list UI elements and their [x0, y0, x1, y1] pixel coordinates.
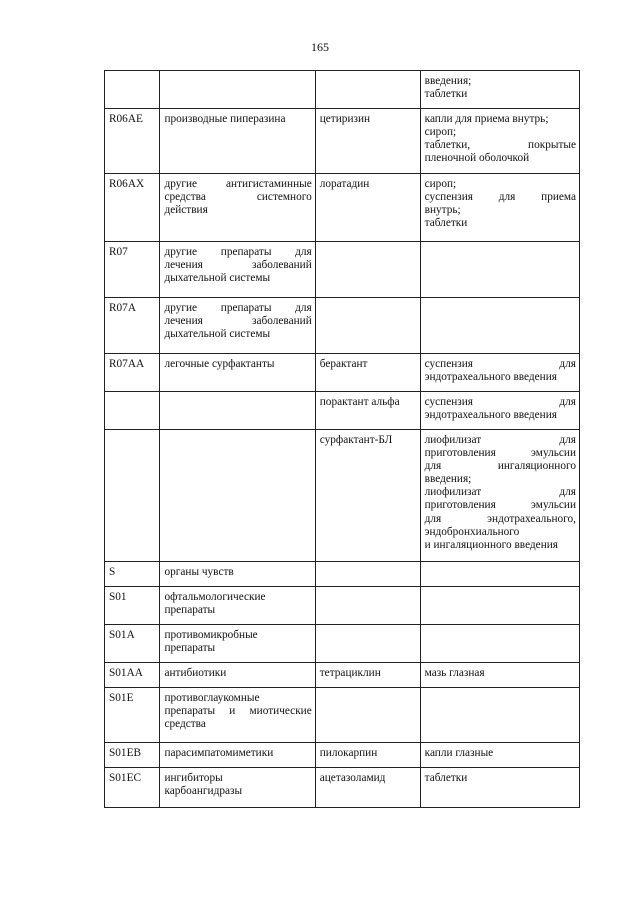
- group-text-line: лечения заболеваний: [164, 315, 312, 328]
- atc-code: S01AA: [109, 667, 143, 679]
- dosage-form-line: суспензия для приема: [424, 191, 576, 204]
- anatomical-therapeutic-group-cell: [160, 392, 315, 430]
- group-text-line: препараты: [164, 604, 216, 617]
- group-text-line: препараты и миотические: [164, 705, 312, 718]
- anatomical-therapeutic-group-cell: [160, 298, 315, 354]
- group-text-line: средства системного: [164, 191, 312, 204]
- atc-code-cell: [105, 663, 160, 688]
- table-row: [105, 298, 580, 354]
- group-text-line: другие препараты для: [164, 302, 312, 314]
- group-text-line: дыхательной системы: [164, 272, 271, 285]
- group-text-line: органы чувств: [164, 566, 234, 578]
- drug-name-cell: [315, 71, 420, 109]
- atc-code-cell: [105, 354, 160, 392]
- group-text-line: антибиотики: [164, 667, 227, 679]
- dosage-form-cell: [420, 663, 579, 688]
- dosage-form-line: мазь глазная: [424, 667, 485, 679]
- atc-code: S01: [109, 591, 127, 603]
- atc-code: S: [109, 566, 116, 578]
- group-text-line: офтальмологические: [164, 591, 266, 603]
- anatomical-therapeutic-group-cell: [160, 71, 315, 109]
- dosage-form-cell: [420, 71, 579, 109]
- atc-code: S01EC: [109, 772, 142, 784]
- group-text-line: противоглаукомные: [164, 692, 260, 704]
- drug-name-cell: [315, 174, 420, 242]
- drug-name: сурфактант-БЛ: [319, 434, 393, 446]
- dosage-form-line: капли для приема внутрь;: [424, 113, 549, 125]
- atc-code: R06AX: [109, 178, 145, 190]
- dosage-form-line: лиофилизат для: [424, 486, 576, 499]
- dosage-form-cell: [420, 688, 579, 743]
- drug-name: цетиризин: [319, 113, 371, 125]
- dosage-form-line: приготовления эмульсии: [424, 499, 576, 512]
- table-row: [105, 392, 580, 430]
- dosage-form-line: сироп;: [424, 126, 457, 139]
- dosage-form-cell: [420, 587, 579, 625]
- group-text-line: лечения заболеваний: [164, 259, 312, 272]
- dosage-form-line: для эндотрахеального,: [424, 512, 576, 525]
- table-body: [105, 71, 580, 808]
- dosage-form-line: для ингаляционного: [424, 460, 576, 473]
- drug-name-cell: [315, 392, 420, 430]
- group-text-line: производные пиперазина: [164, 113, 286, 125]
- dosage-form-line: таблетки: [424, 88, 468, 101]
- atc-code: R07A: [109, 302, 136, 314]
- drug-name-cell: [315, 354, 420, 392]
- group-text-line: другие препараты для: [164, 246, 312, 258]
- group-text-line: дыхательной системы: [164, 328, 271, 341]
- anatomical-therapeutic-group-cell: [160, 109, 315, 174]
- dosage-form-cell: [420, 354, 579, 392]
- table-row: [105, 587, 580, 625]
- dosage-form-cell: [420, 768, 579, 808]
- dosage-form-cell: [420, 625, 579, 663]
- anatomical-therapeutic-group-cell: [160, 354, 315, 392]
- table-row: [105, 242, 580, 298]
- dosage-form-line: внутрь;: [424, 204, 461, 217]
- group-text-line: действия: [164, 204, 208, 217]
- dosage-form-line: таблетки: [424, 772, 468, 784]
- dosage-form-line: приготовления эмульсии: [424, 447, 576, 460]
- atc-code-cell: [105, 625, 160, 663]
- drug-name: пилокарпин: [319, 747, 378, 759]
- drug-name-cell: [315, 242, 420, 298]
- atc-code-cell: [105, 768, 160, 808]
- dosage-form-cell: [420, 242, 579, 298]
- drug-name: ацетазоламид: [319, 772, 386, 784]
- anatomical-therapeutic-group-cell: [160, 242, 315, 298]
- dosage-form-cell: [420, 430, 579, 562]
- dosage-form-line: капли глазные: [424, 747, 494, 759]
- table-row: [105, 688, 580, 743]
- dosage-form-line: суспензия для: [424, 358, 576, 370]
- table-row: [105, 354, 580, 392]
- drug-name-cell: [315, 109, 420, 174]
- table-row: [105, 625, 580, 663]
- atc-code-cell: [105, 562, 160, 587]
- group-text-line: карбоангидразы: [164, 785, 243, 798]
- table-row: [105, 109, 580, 174]
- drug-name-cell: [315, 430, 420, 562]
- table-row: [105, 663, 580, 688]
- drug-name-cell: [315, 562, 420, 587]
- atc-code: R07AA: [109, 358, 145, 370]
- group-text-line: другие антигистаминные: [164, 178, 312, 190]
- dosage-form-line: введения;: [424, 473, 472, 486]
- atc-code: S01A: [109, 629, 135, 641]
- dosage-form-cell: [420, 392, 579, 430]
- drug-name: порактант альфа: [319, 396, 400, 408]
- drug-name-cell: [315, 298, 420, 354]
- dosage-form-line: введения;: [424, 75, 472, 87]
- anatomical-therapeutic-group-cell: [160, 430, 315, 562]
- atc-code-cell: [105, 688, 160, 743]
- dosage-form-cell: [420, 743, 579, 768]
- group-text-line: парасимпатомиметики: [164, 747, 274, 759]
- group-text-line: препараты: [164, 642, 216, 655]
- dosage-form-line: лиофилизат для: [424, 434, 576, 446]
- drug-name: тетрациклин: [319, 667, 381, 679]
- dosage-form-line: сироп;: [424, 178, 457, 190]
- dosage-form-line: эндотрахеального введения: [424, 371, 557, 384]
- dosage-form-line: пленочной оболочкой: [424, 152, 530, 165]
- anatomical-therapeutic-group-cell: [160, 688, 315, 743]
- atc-code-cell: [105, 430, 160, 562]
- dosage-form-line: таблетки: [424, 217, 468, 230]
- atc-code: S01E: [109, 692, 134, 704]
- anatomical-therapeutic-group-cell: [160, 174, 315, 242]
- anatomical-therapeutic-group-cell: [160, 768, 315, 808]
- dosage-form-cell: [420, 298, 579, 354]
- group-text-line: средства: [164, 718, 206, 731]
- drug-name-cell: [315, 625, 420, 663]
- table-row: [105, 562, 580, 587]
- group-text-line: противомикробные: [164, 629, 258, 641]
- dosage-form-line: суспензия для: [424, 396, 576, 408]
- atc-code-cell: [105, 298, 160, 354]
- dosage-form-cell: [420, 562, 579, 587]
- atc-code-cell: [105, 587, 160, 625]
- dosage-form-line: эндобронхиального: [424, 525, 520, 538]
- anatomical-therapeutic-group-cell: [160, 663, 315, 688]
- atc-code-cell: [105, 71, 160, 109]
- page-number: 165: [311, 40, 329, 54]
- drug-name: берактант: [319, 358, 368, 370]
- table-row: [105, 743, 580, 768]
- drug-name-cell: [315, 743, 420, 768]
- atc-code-cell: [105, 242, 160, 298]
- drug-name-cell: [315, 587, 420, 625]
- dosage-form-line: и ингаляционного введения: [424, 538, 558, 551]
- dosage-form-line: таблетки, покрытые: [424, 139, 576, 152]
- dosage-form-cell: [420, 109, 579, 174]
- table-row: [105, 768, 580, 808]
- group-text-line: ингибиторы: [164, 772, 223, 784]
- dosage-form-line: эндотрахеального введения: [424, 409, 557, 422]
- drug-name-cell: [315, 688, 420, 743]
- atc-code: S01EB: [109, 747, 142, 759]
- atc-code-cell: [105, 392, 160, 430]
- drug-name: лоратадин: [319, 178, 370, 190]
- atc-code: R06AE: [109, 113, 143, 125]
- anatomical-therapeutic-group-cell: [160, 743, 315, 768]
- drug-classification-table: [104, 70, 580, 808]
- drug-name-cell: [315, 768, 420, 808]
- table-row: [105, 71, 580, 109]
- anatomical-therapeutic-group-cell: [160, 587, 315, 625]
- atc-code-cell: [105, 109, 160, 174]
- drug-name-cell: [315, 663, 420, 688]
- atc-code: R07: [109, 246, 128, 258]
- dosage-form-cell: [420, 174, 579, 242]
- anatomical-therapeutic-group-cell: [160, 562, 315, 587]
- atc-code-cell: [105, 743, 160, 768]
- table-row: [105, 174, 580, 242]
- anatomical-therapeutic-group-cell: [160, 625, 315, 663]
- table-row: [105, 430, 580, 562]
- atc-code-cell: [105, 174, 160, 242]
- group-text-line: легочные сурфактанты: [164, 358, 275, 370]
